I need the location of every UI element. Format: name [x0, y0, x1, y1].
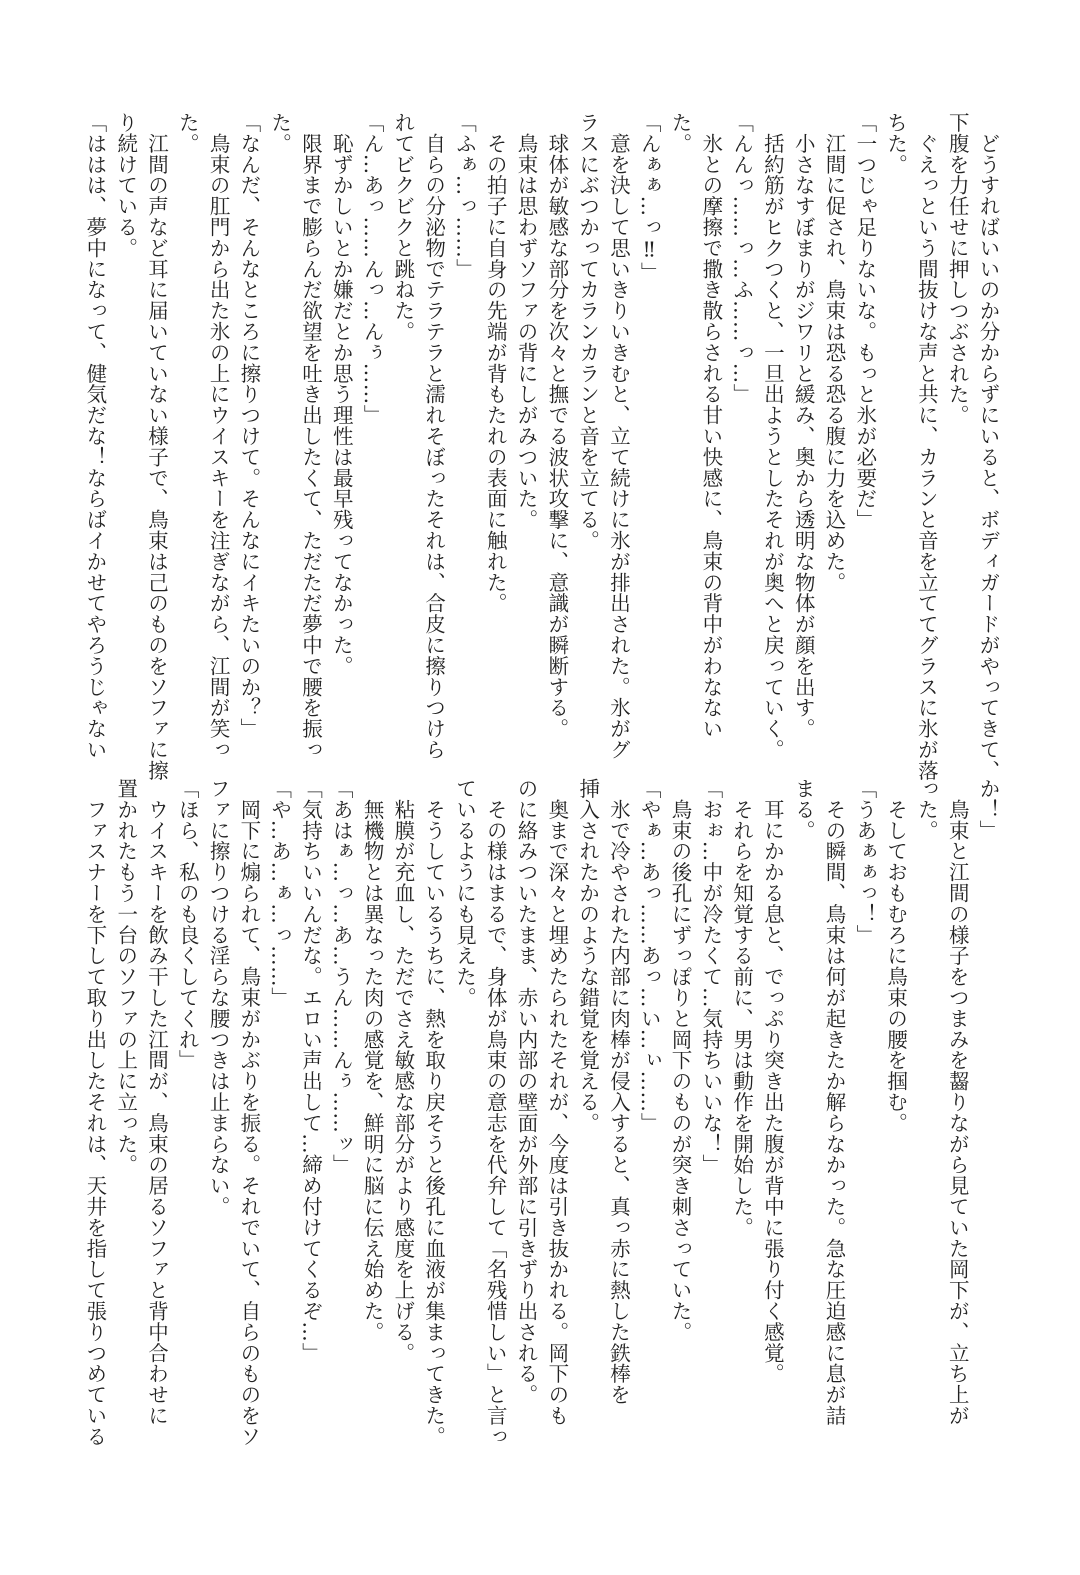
- text-line: 鳥束と江間の様子をつまみを齧りながら見ていた岡下が、立ち上が: [945, 778, 970, 1426]
- text-line: 「んんっ……っ…ふ……っ…」: [729, 112, 754, 405]
- text-line: 岡下に煽られて、鳥束がかぶりを振る。それでいて、自らのものをソ: [236, 778, 261, 1447]
- text-line: 氷との摩擦で撒き散らされる甘い快感に、鳥束の背中がわなない: [698, 112, 723, 739]
- text-line: まる。: [791, 778, 816, 841]
- text-line: その様はまるで、身体が鳥束の意志を代弁して「名残惜しい」と言っ: [483, 778, 508, 1447]
- text-line: 自らの分泌物でテラテラと濡れそぼったそれは、合皮に擦りつけら: [421, 112, 446, 760]
- text-line: 「んぁぁ…っ‼」: [637, 112, 662, 283]
- text-line: 江間に促され、鳥束は恐る恐る腹に力を込めた。: [822, 112, 847, 593]
- text-line: 限界まで膨らんだ欲望を吐き出したくて、ただただ夢中で腰を振っ: [298, 112, 323, 760]
- text-line: れてビクビクと跳ねた。: [390, 112, 415, 342]
- text-line: 「やぁ…あっ……あっ…い…ぃ……」: [637, 778, 662, 1134]
- text-line: そしておもむろに鳥束の腰を掴む。: [883, 778, 908, 1134]
- text-line: 「気持ちいいんだな。エロい声出して…締め付けてくるぞ…」: [298, 778, 323, 1364]
- text-line: ファスナーを下して取り出したそれは、天井を指して張りつめている: [82, 778, 107, 1447]
- text-line: 意を決して思いきりいきむと、立て続けに氷が排出された。氷がグ: [606, 112, 631, 760]
- text-line: た。: [175, 112, 200, 154]
- text-line: 耳にかかる息と、でっぷり突き出た腹が背中に張り付く感覚。: [760, 778, 785, 1385]
- text-line: 「あはぁ…っ…あ…うん……んぅ……ッ」: [329, 778, 354, 1176]
- text-line: 鳥束の後孔にずっぽりと岡下のものが突き刺さっていた。: [668, 778, 693, 1343]
- text-line: た。: [267, 112, 292, 154]
- text-line: のに絡みついたまま、赤い内部の壁面が外部に引きずり出される。: [514, 778, 539, 1405]
- text-line: ファに擦りつける淫らな腰つきは止まらない。: [206, 778, 231, 1217]
- text-line: ラスにぶつかってカランカランと音を立てる。: [575, 112, 600, 551]
- text-line: どうすればいいのか分からずにいると、ボディガードがやってきて、: [976, 112, 1000, 781]
- text-line: 「や…あ…ぁ…っ……」: [267, 778, 292, 1008]
- text-line: 恥ずかしいとか嫌だとか思う理性は最早残ってなかった。: [329, 112, 354, 677]
- text-line: 「うあぁぁっ！」: [852, 778, 877, 946]
- text-line: 「ほら、私のも良くしてくれ」: [175, 778, 200, 1071]
- text-line: ウイスキーを飲み干した江間が、鳥束の居るソファと背中合わせに: [144, 778, 169, 1426]
- text-line: 球体が敏感な部分を次々と撫でる波状攻撃に、意識が瞬断する。: [544, 112, 569, 739]
- text-line: 「一つじゃ足りないな。もっと氷が必要だ」: [852, 112, 877, 530]
- text-line: り続けている。: [113, 112, 138, 259]
- text-line: 江間の声など耳に届いていない様子で、鳥束は己のものをソファに擦: [144, 112, 169, 781]
- text-line: 小さなすぼまりがジワリと緩み、奥から透明な物体が顔を出す。: [791, 112, 816, 739]
- text-line: 無機物とは異なった肉の感覚を、鮮明に脳に伝え始めた。: [360, 778, 385, 1343]
- text-line: その瞬間、鳥束は何が起きたか解らなかった。急な圧迫感に息が詰: [822, 778, 847, 1426]
- text-block-bottom: [78, 778, 1003, 1447]
- text-line: った。: [914, 778, 939, 841]
- text-line: 「ふぁ…っ……」: [452, 112, 477, 280]
- text-line: た。: [668, 112, 693, 154]
- text-line: 括約筋がヒクつくと、一旦出ようとしたそれが奥へと戻っていく。: [760, 112, 785, 760]
- text-line: 「ん…あっ……んっ…んぅ……」: [360, 112, 385, 426]
- text-line: 粘膜が充血し、ただでさえ敏感な部分がより感度を上げる。: [390, 778, 415, 1364]
- text-line: 「おぉ…中が冷たくて…気持ちいいな！」: [698, 778, 723, 1176]
- text-line: 挿入されたかのような錯覚を覚える。: [575, 778, 600, 1134]
- text-line: ぐえっという間抜けな声と共に、カランと音を立ててグラスに氷が落: [914, 112, 939, 781]
- text-line: 鳥束の肛門から出た氷の上にウイスキーを注ぎながら、江間が笑っ: [206, 112, 231, 760]
- text-line: 「ははは、夢中になって、健気だな！ならばイかせてやろうじゃない: [82, 112, 107, 760]
- text-line: その拍子に自身の先端が背もたれの表面に触れた。: [483, 112, 508, 614]
- text-line: 氷で冷やされた内部に肉棒が侵入すると、真っ赤に熱した鉄棒を: [606, 778, 631, 1405]
- text-line: ちた。: [883, 112, 908, 175]
- text-line: そうしているうちに、熱を取り戻そうと後孔に血液が集まってきた。: [421, 778, 446, 1447]
- text-line: ているようにも見えた。: [452, 778, 477, 1008]
- text-block-top: [78, 112, 1003, 781]
- text-line: それらを知覚する前に、男は動作を開始した。: [729, 778, 754, 1238]
- text-line: 鳥束は思わずソファの背にしがみついた。: [514, 112, 539, 530]
- text-line: 奥まで深々と埋めたられたそれが、今度は引き抜かれる。岡下のも: [544, 778, 569, 1426]
- text-line: 置かれたもう一台のソファの上に立った。: [113, 778, 138, 1176]
- text-line: 下腹を力任せに押しつぶされた。: [945, 112, 970, 426]
- text-line: 「なんだ、そんなところに擦りつけて。そんなにイキたいのか？」: [236, 112, 261, 739]
- text-line: か！」: [976, 778, 1000, 841]
